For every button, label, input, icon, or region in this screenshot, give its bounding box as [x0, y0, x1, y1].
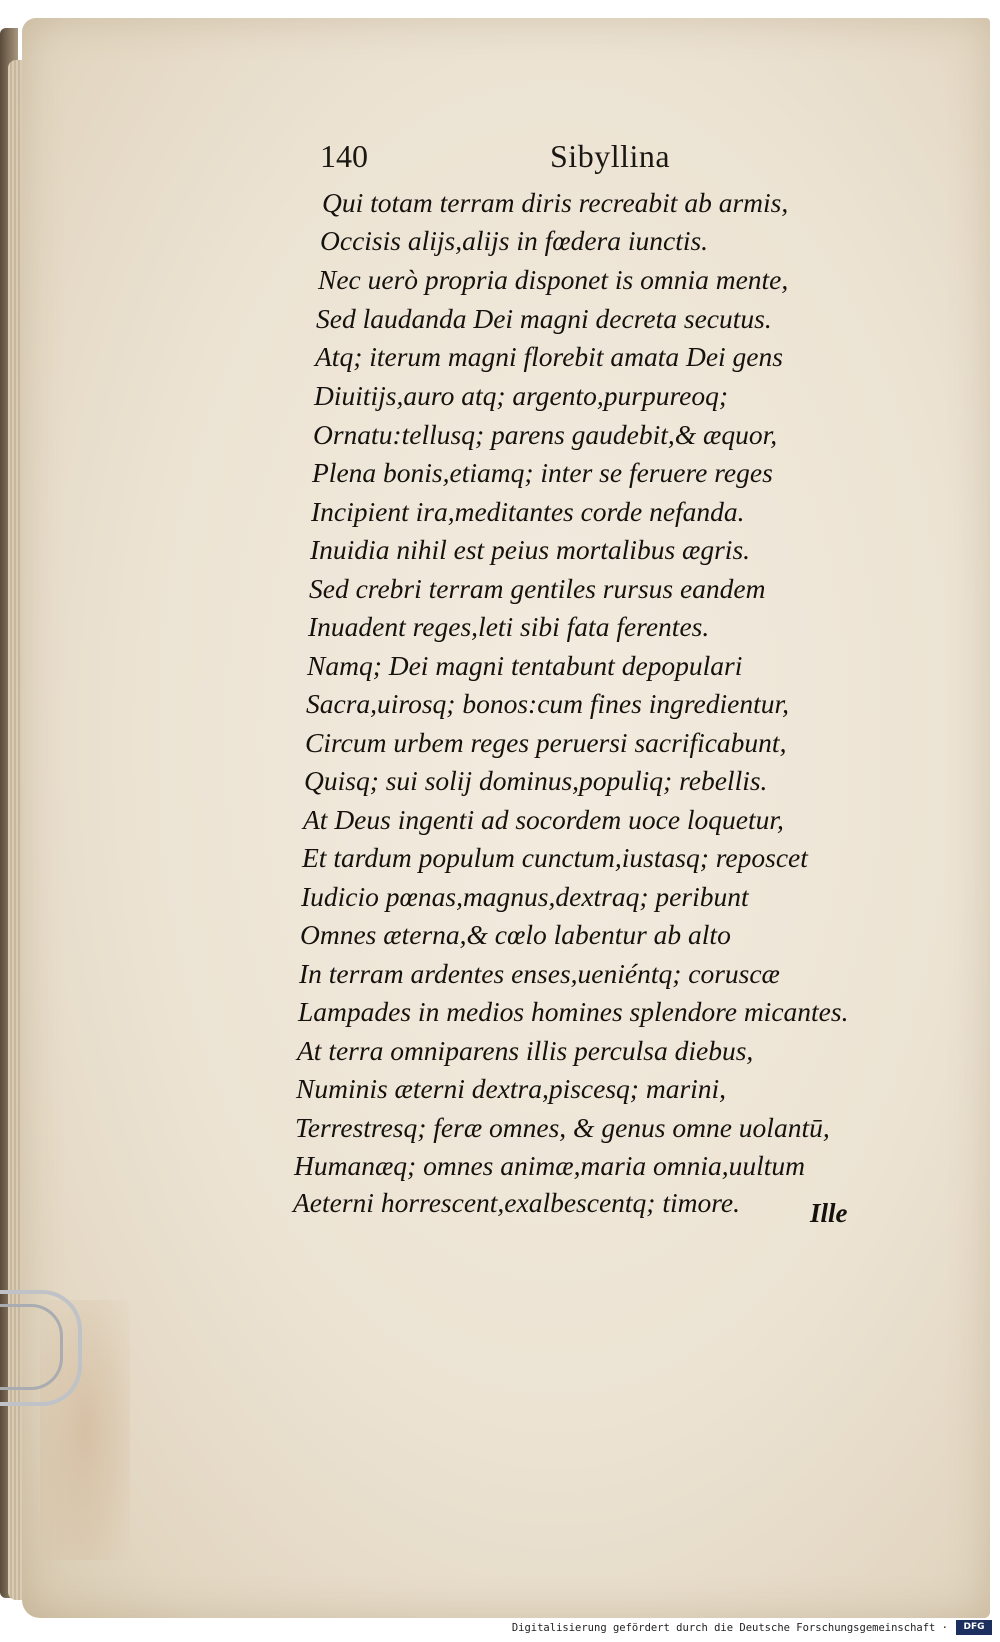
verse-line: Plena bonis,etiamq; inter se feruere reges: [312, 457, 773, 488]
funding-credit: Digitalisierung gefördert durch die Deutsche Forschungsgemeinschaft ·: [511, 1622, 948, 1634]
page-header: [320, 138, 700, 184]
paper-clip-inner: [0, 1304, 63, 1390]
verse-line: Aeterni horrescent,exalbescentq; timore.: [293, 1187, 740, 1218]
verse-line: Ornatu:tellusq; parens gaudebit,& æquor,: [313, 419, 778, 450]
verse-line: Diuitijs,auro atq; argento,purpureoq;: [314, 380, 729, 411]
verse-line: Sed crebri terram gentiles rursus eandem: [309, 573, 766, 604]
verse-line: Occisis alijs,alijs in fœdera iunctis.: [320, 225, 709, 256]
verse-line: At Deus ingenti ad socordem uoce loquetur,: [303, 804, 784, 835]
verse-line: Inuadent reges,leti sibi fata ferentes.: [308, 611, 710, 642]
verse-line: Namq; Dei magni tentabunt depopulari: [307, 650, 743, 681]
verse-line: Incipient ira,meditantes corde nefanda.: [311, 496, 745, 527]
verse-line: Atq; iterum magni florebit amata Dei gens: [315, 341, 783, 372]
verse-line: Et tardum populum cunctum,iustasq; reposcet: [302, 842, 808, 873]
running-title: Sibyllina: [550, 138, 671, 174]
verse-line: Omnes æterna,& cœlo labentur ab alto: [300, 919, 731, 950]
verse-line: Quisq; sui solij dominus,populiq; rebellis.: [304, 765, 768, 796]
verse-line: Nec uerò propria disponet is omnia mente,: [318, 264, 789, 295]
verse-line: Sed laudanda Dei magni decreta secutus.: [316, 303, 772, 334]
dfg-logo-icon: DFG: [956, 1620, 992, 1635]
verse-line: Humanæq; omnes animæ,maria omnia,uultum: [294, 1150, 806, 1181]
verse-line: Terrestresq; feræ omnes, & genus omne uolantū,: [295, 1112, 830, 1143]
page-number: 140: [320, 138, 368, 174]
verse-line: In terram ardentes enses,ueniéntq; coruscæ: [299, 958, 780, 989]
catchword: Ille: [810, 1198, 848, 1228]
verse-line: Lampades in medios homines splendore micantes.: [298, 996, 849, 1027]
verse-line: Sacra,uirosq; bonos:cum fines ingredientur,: [306, 688, 789, 719]
verse-line: Numinis æterni dextra,piscesq; marini,: [296, 1073, 727, 1104]
verse-line: Iudicio pœnas,magnus,dextraq; peribunt: [301, 881, 749, 912]
verse-line: At terra omniparens illis perculsa diebus,: [297, 1035, 754, 1066]
verse-line: Inuidia nihil est peius mortalibus ægris.: [310, 534, 751, 565]
verse-line: Circum urbem reges peruersi sacrificabunt,: [305, 727, 787, 758]
verse-line: Qui totam terram diris recreabit ab armis,: [322, 187, 789, 218]
